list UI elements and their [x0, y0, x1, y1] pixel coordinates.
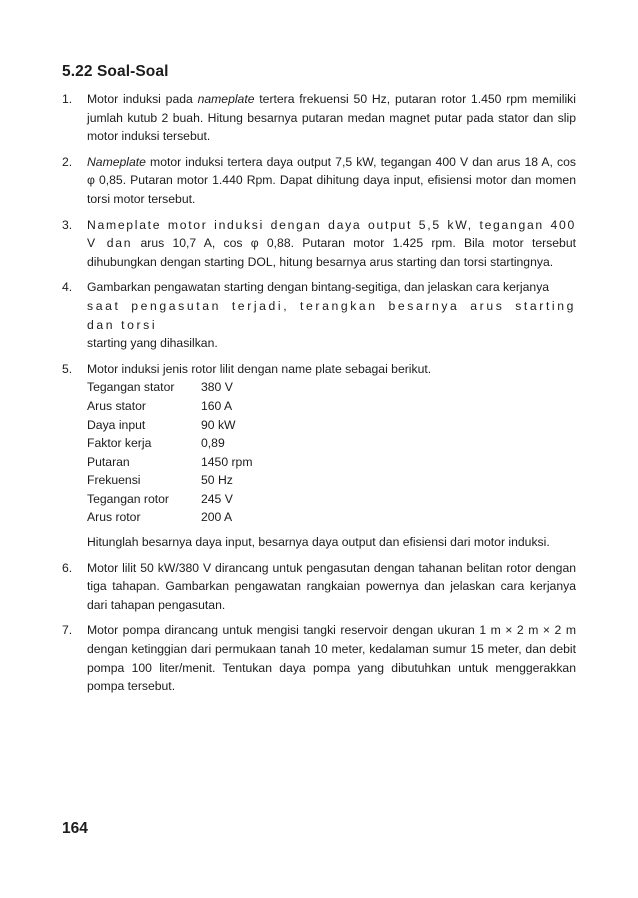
question-number: 6.	[62, 560, 73, 575]
nameplate-term: Nameplate	[87, 154, 146, 169]
question-3	[62, 216, 576, 272]
spec-row	[87, 508, 253, 527]
spec-row	[87, 471, 253, 490]
question-6	[62, 559, 576, 615]
spec-label: Tegangan stator	[87, 380, 175, 395]
spec-value: 200 A	[201, 510, 233, 525]
nameplate-term: nameplate	[197, 92, 255, 106]
question-5	[62, 360, 576, 552]
spec-label: Frekuensi	[87, 473, 141, 488]
question-number: 7.	[62, 623, 73, 638]
question-number: 5.	[62, 361, 73, 376]
spec-label: Arus stator	[87, 398, 146, 413]
question-text: Nameplate motor induksi tertera daya output 7,5 kW, tegangan 400 V dan arus 18 A, cos φ 0,85. Putaran motor 1.440 Rpm. Dapat dihitung daya input, efisiensi motor dan momen torsi motor tersebut.	[87, 154, 576, 206]
spec-row	[87, 397, 253, 416]
question-closing: Hitunglah besarnya daya input, besarnya daya output dan efisiensi dari motor induksi.	[87, 535, 550, 550]
question-number: 1.	[62, 92, 73, 106]
spec-row	[87, 378, 253, 397]
question-text: Motor lilit 50 kW/380 V dirancang untuk pengasutan dengan tahanan belitan rotor dengan tiga tahapan. Gambarkan pengawatan rangkaian powernya dan jelaskan cara kerjanya dari tahapan pengasutan.	[87, 560, 576, 612]
section-heading: 5.22 Soal-Soal	[62, 63, 169, 80]
page-number: 164	[62, 820, 88, 837]
spec-label: Daya input	[87, 417, 146, 432]
question-text: Motor pompa dirancang untuk mengisi tangki reservoir dengan ukuran 1 m × 2 m × 2 m dengan ketinggian dari permukaan tanah 10 meter, kedalaman sumur 15 meter, dan debit pompa 100 liter/menit. Tentukan daya pompa yang dibutuhkan untuk menggerakkan pompa tersebut.	[87, 623, 576, 694]
spec-row	[87, 453, 253, 472]
spec-value: 50 Hz	[201, 473, 233, 488]
question-list	[62, 90, 576, 703]
spec-label: Putaran	[87, 454, 130, 469]
question-4	[62, 278, 576, 352]
question-number: 2.	[62, 154, 73, 169]
question-text: Motor induksi jenis rotor lilit dengan name plate sebagai berikut.	[87, 361, 432, 376]
spec-value: 160 A	[201, 398, 233, 413]
question-text: Gambarkan pengawatan starting dengan bintang-segitiga, dan jelaskan cara kerjanya saat pengasutan terjadi, terangkan besarnya arus starting dan torsi starting yang dihasilkan.	[87, 280, 576, 351]
question-7	[62, 621, 576, 695]
question-text: Nameplate motor induksi dengan daya output 5,5 kW, tegangan 400 V dan arus 10,7 A, cos φ 0,88. Putaran motor 1.425 rpm. Bila motor tersebut dihubungkan dengan starting DOL, hitung besarnya arus starting dan torsi startingnya.	[87, 217, 576, 269]
spec-value: 90 kW	[201, 417, 236, 432]
spec-row	[87, 490, 253, 509]
spec-label: Faktor kerja	[87, 436, 152, 451]
spec-row	[87, 434, 253, 453]
spec-value: 0,89	[201, 436, 225, 451]
question-1	[62, 90, 576, 146]
spec-label: Tegangan rotor	[87, 491, 169, 506]
question-number: 4.	[62, 280, 73, 295]
question-number: 3.	[62, 217, 73, 232]
spec-value: 1450 rpm	[201, 454, 253, 469]
spec-value: 245 V	[201, 491, 233, 506]
nameplate-spec-table	[87, 378, 253, 527]
question-2	[62, 153, 576, 209]
spec-row	[87, 416, 253, 435]
spec-label: Arus rotor	[87, 510, 141, 525]
spec-value: 380 V	[201, 380, 233, 395]
question-text: Motor induksi pada nameplate tertera frekuensi 50 Hz, putaran rotor 1.450 rpm memiliki jumlah kutub 2 buah. Hitung besarnya putaran medan magnet putar pada stator dan slip motor induksi tersebut.	[87, 92, 576, 144]
